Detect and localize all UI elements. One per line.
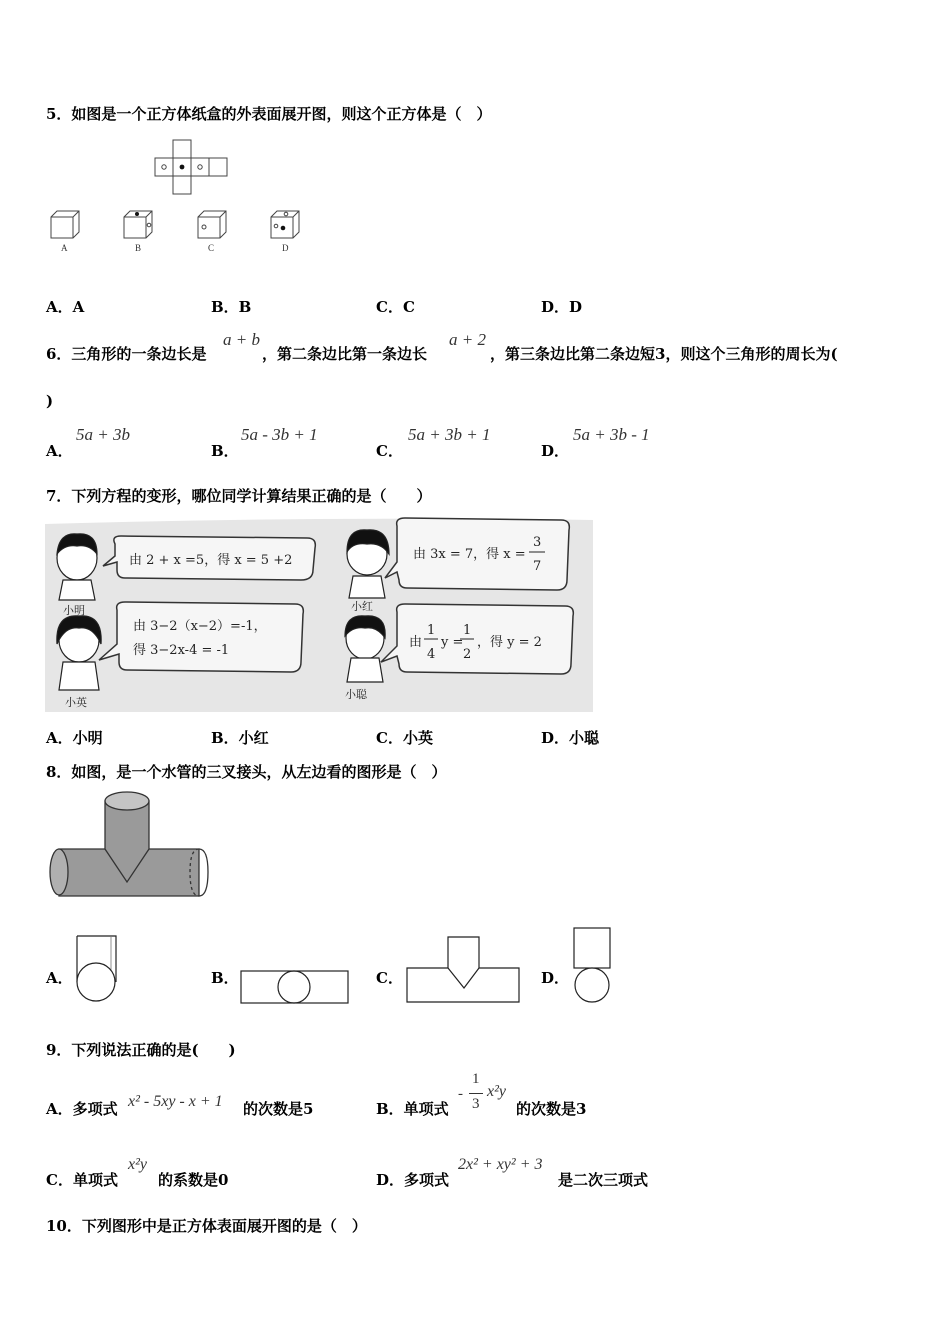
q9-option-d-expr: 2x² + xy² + 3 (458, 1156, 543, 1173)
q6-expr-1: a + b (223, 330, 260, 349)
q9-option-a-expr: x² - 5xy - x + 1 (128, 1093, 223, 1110)
q9-option-c-tail: 的系数是0 (158, 1171, 229, 1189)
q7-option-a[interactable]: A．小明 (46, 729, 103, 747)
q6-close-paren: ) (46, 392, 54, 410)
cube-option-c (195, 208, 229, 240)
q9-option-c-expr: x²y (128, 1156, 147, 1173)
q7-bubble-xiaohong-num: 3 (533, 535, 542, 550)
q8-text: 8．如图，是一个水管的三叉接头，从左边看的图形是（ ） (46, 763, 447, 781)
q7-bubble-xiaocong-den1: 4 (427, 647, 436, 662)
q7-name-xiaocong: 小聪 (345, 688, 367, 701)
q7-name-xiaoying: 小英 (65, 696, 87, 709)
cube-net-figure (150, 138, 234, 198)
cube-label-d: D (282, 243, 289, 253)
q6-expr-2: a + 2 (449, 330, 486, 349)
q7-student-figure (45, 514, 593, 712)
q6-text-part2: ，第二条边比第一条边长 (262, 345, 428, 363)
q9-option-b-sign: - (458, 1086, 463, 1102)
q6-option-d-expr[interactable]: 5a + 3b - 1 (573, 425, 650, 444)
cube-label-a: A (61, 243, 68, 253)
q5-option-b[interactable]: B．B (211, 298, 252, 316)
q7-bubble-xiaocong-c: ，得 y = 2 (477, 635, 542, 650)
q7-bubble-xiaocong-den2: 2 (463, 647, 472, 662)
fraction-bar (469, 1093, 483, 1094)
pipe-tee-figure (45, 790, 213, 900)
q6-text-part1: 6．三角形的一条边长是 (46, 345, 207, 363)
q7-option-b[interactable]: B．小红 (211, 729, 269, 747)
q8-option-c-shape[interactable] (404, 934, 524, 1006)
q7-bubble-xiaohong: 由 3x = 7，得 x = (413, 547, 526, 562)
q7-bubble-xiaocong-num2: 1 (463, 623, 472, 638)
q8-option-d[interactable]: D． (541, 969, 570, 987)
q7-name-xiaohong: 小红 (351, 600, 373, 613)
q9-text: 9．下列说法正确的是( ) (46, 1041, 236, 1059)
q7-bubble-xiaoying-line2: 得 3−2x-4 = -1 (133, 643, 230, 658)
q8-option-a[interactable]: A． (46, 969, 73, 987)
q8-option-b[interactable]: B． (211, 969, 239, 987)
q10-text: 10．下列图形中是正方体表面展开图的是（ ） (46, 1217, 367, 1235)
q9-option-d-tail: 是二次三项式 (558, 1171, 649, 1189)
q7-bubble-xiaohong-den: 7 (533, 559, 542, 574)
q9-option-c-label[interactable]: C．单项式 (46, 1171, 118, 1189)
q7-text: 7．下列方程的变形，哪位同学计算结果正确的是（ ） (46, 487, 432, 505)
cube-option-d (268, 208, 302, 240)
q7-option-d[interactable]: D．小聪 (541, 729, 600, 747)
q9-option-b-var: x²y (487, 1083, 506, 1100)
q6-option-c-letter[interactable]: C． (376, 442, 403, 460)
q6-option-b-expr[interactable]: 5a - 3b + 1 (241, 425, 318, 444)
q7-name-xiaoming: 小明 (63, 604, 85, 617)
q9-option-b-num: 1 (472, 1071, 480, 1087)
q7-bubble-xiaocong-num1: 1 (427, 623, 436, 638)
q5-text: 5．如图是一个正方体纸盒的外表面展开图，则这个正方体是（ ） (46, 105, 492, 123)
q9-option-b-tail: 的次数是3 (516, 1100, 587, 1118)
cube-option-a (48, 208, 82, 240)
q6-option-a-letter[interactable]: A． (46, 442, 73, 460)
q9-option-d-label[interactable]: D．多项式 (376, 1171, 450, 1189)
q6-text-part3: ，第三条边比第二条边短3，则这个三角形的周长为( (490, 345, 838, 363)
cube-label-b: B (135, 243, 142, 253)
cube-option-b (121, 208, 155, 240)
q6-option-b-letter[interactable]: B． (211, 442, 239, 460)
q7-bubble-xiaoying-line1: 由 3−2（x−2）=-1， (133, 619, 267, 634)
q5-option-d[interactable]: D．D (541, 298, 583, 316)
q9-option-b-label[interactable]: B．单项式 (376, 1100, 449, 1118)
q6-option-a-expr[interactable]: 5a + 3b (76, 425, 130, 444)
q8-option-b-shape[interactable] (239, 967, 351, 1007)
q5-option-c[interactable]: C．C (376, 298, 415, 316)
q8-option-c[interactable]: C． (376, 969, 403, 987)
q6-option-d-letter[interactable]: D． (541, 442, 570, 460)
q7-option-c[interactable]: C．小英 (376, 729, 433, 747)
q5-option-a[interactable]: A．A (46, 298, 85, 316)
q6-option-c-expr[interactable]: 5a + 3b + 1 (408, 425, 491, 444)
q8-option-a-shape[interactable] (74, 934, 120, 1004)
q9-option-a-tail: 的次数是5 (243, 1100, 314, 1118)
cube-label-c: C (208, 243, 215, 253)
q8-option-d-shape[interactable] (570, 926, 616, 1006)
q7-bubble-xiaoming: 由 2 + x =5，得 x = 5 +2 (129, 553, 293, 568)
q7-bubble-xiaocong-a: 由 (409, 635, 423, 650)
q9-option-a-label[interactable]: A．多项式 (46, 1100, 118, 1118)
q7-bubble-xiaocong-b: y = (441, 635, 464, 650)
q9-option-b-den: 3 (472, 1096, 480, 1112)
